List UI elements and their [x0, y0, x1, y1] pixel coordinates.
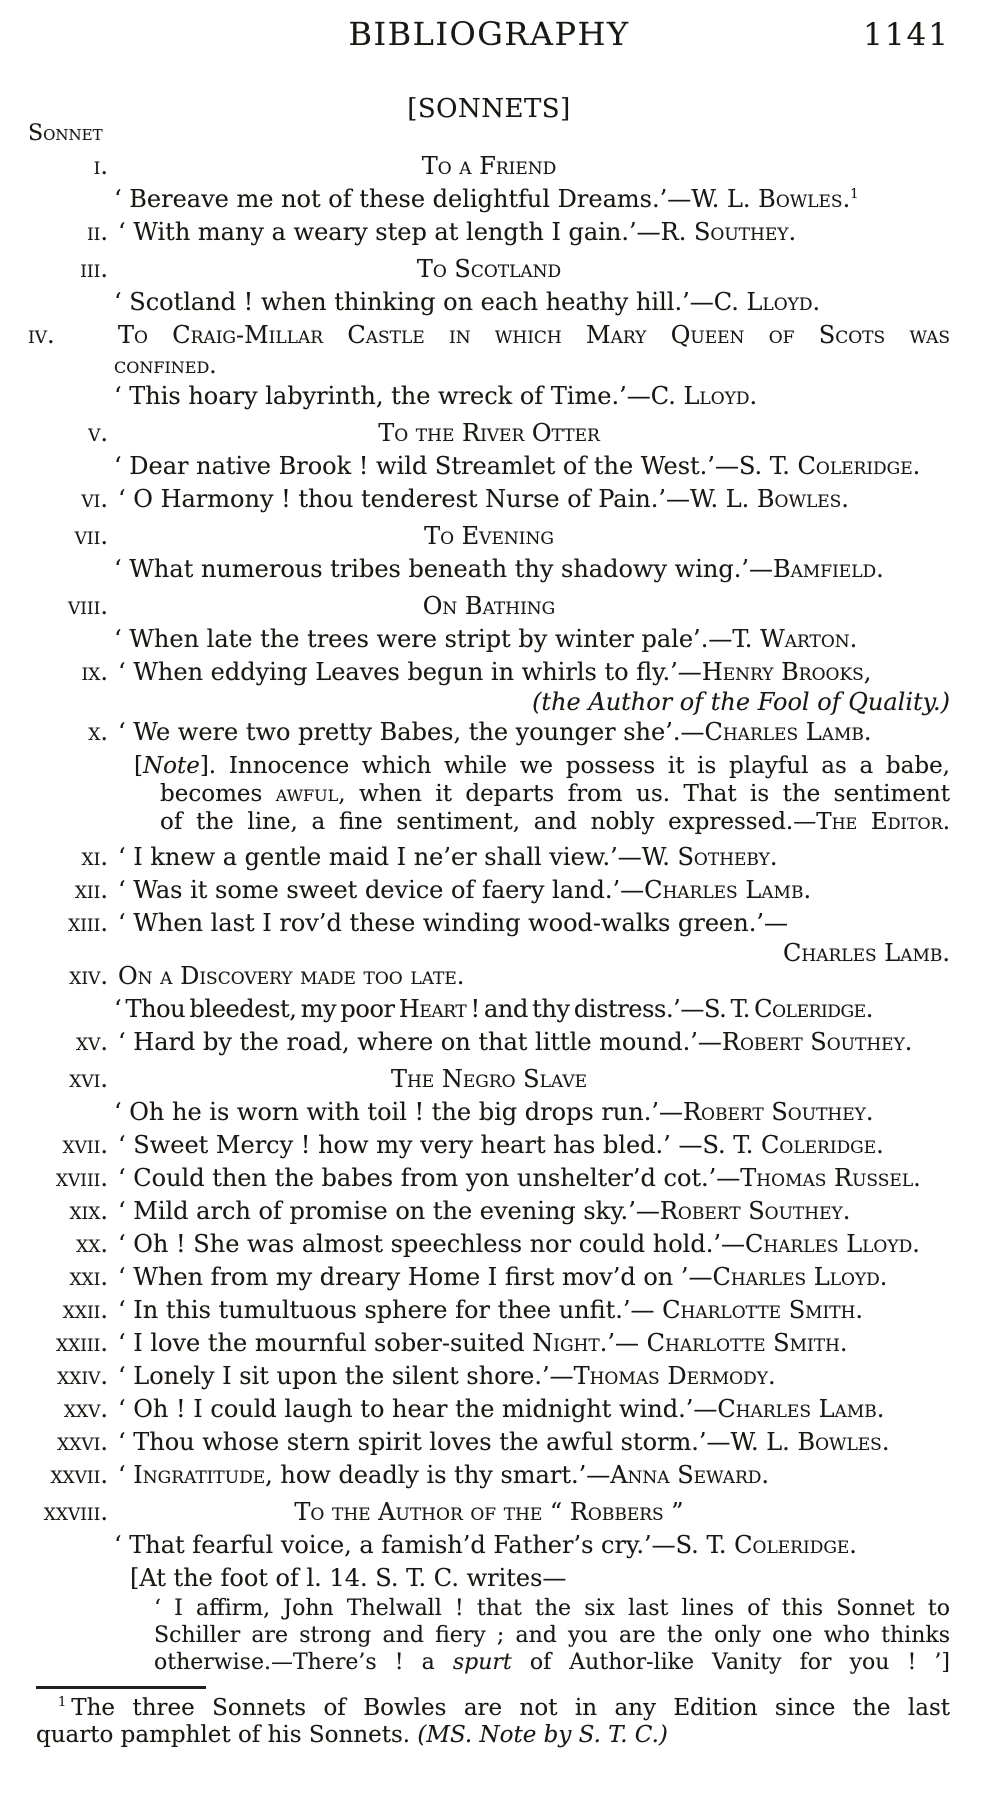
quotation-text: ‘ I affirm, John Thelwall ! that the six last lines of this Sonnet to	[154, 1596, 950, 1621]
sonnet-title: To Craig-Millar Castle in which Mary Queen of Scots was	[118, 321, 950, 349]
quote-text: ‘ What numerous tribes beneath thy shadowy wing.’—	[114, 555, 773, 583]
emphasized-word: Heart	[398, 995, 467, 1023]
ms-note: (MS. Note by S. T. C.)	[417, 1722, 668, 1748]
quotation-line	[28, 1595, 950, 1622]
author-name: Robert Southey.	[659, 1197, 851, 1225]
page-header	[28, 16, 950, 58]
emphasized-word: Night	[532, 1329, 600, 1357]
sonnet-number: v.	[88, 419, 108, 447]
author-name: Robert Southey.	[721, 1028, 913, 1056]
sonnet-number: xxii.	[62, 1296, 108, 1324]
sonnet-entry-i	[28, 150, 950, 183]
author-name: Charles Lamb.	[644, 876, 812, 904]
footnote-line	[36, 1722, 950, 1749]
sonnet-number: xiv.	[69, 962, 108, 990]
quote-text: ‘ Thou bleedest, my poor	[114, 995, 399, 1023]
sonnet-title: To the Author of the “ Robbers ”	[294, 1498, 684, 1526]
sonnet-entry-xxv	[28, 1393, 950, 1426]
sonnet-number: xx.	[76, 1230, 108, 1258]
quote-text: ‘ When from my dreary Home I first mov’d on ’—	[118, 1263, 713, 1291]
author-name: The Editor.	[816, 809, 950, 835]
editor-note-line	[28, 752, 950, 780]
sonnet-number: xvi.	[69, 1065, 108, 1093]
sonnet-number: xv.	[75, 1028, 108, 1056]
quote-text: ‘ I knew a gentle maid I ne’er shall view.’—	[118, 843, 642, 871]
sonnet-entry-vi	[28, 483, 950, 516]
sonnet-number: xxv.	[63, 1395, 108, 1423]
quote-text: ‘	[118, 1461, 134, 1489]
sonnet-entry-v	[28, 417, 950, 450]
editor-note-line	[28, 808, 950, 836]
page-number: 1141	[863, 17, 950, 53]
sonnet-entry-xxvii	[28, 1459, 950, 1492]
quote-text: , how deadly is thy smart.’—	[265, 1461, 611, 1489]
sonnet-entry-xii	[28, 874, 950, 907]
sonnet-entry-xix	[28, 1195, 950, 1228]
quote-text: ‘ Bereave me not of these delightful Dreams.’—	[114, 185, 692, 213]
quotation-text: otherwise.—There’s ! a	[154, 1650, 453, 1675]
author-name: S. T. Coleridge.	[738, 452, 921, 480]
sonnet-number: xiii.	[68, 909, 108, 937]
author-name: S. T. Coleridge.	[702, 1131, 884, 1159]
sonnet-entry-x	[28, 716, 950, 749]
sonnet-number: xxiv.	[57, 1362, 108, 1390]
sonnet-number: iv.	[28, 321, 55, 349]
quote-text: ‘ This hoary labyrinth, the wreck of Time.’—	[114, 382, 651, 410]
sonnet-number: x.	[88, 718, 108, 746]
sonnet-number: xxvi.	[57, 1428, 108, 1456]
sonnet-entry-xxviii	[28, 1496, 950, 1529]
author-name: Thomas Russel.	[740, 1164, 921, 1192]
sonnet-number: xii.	[74, 876, 108, 904]
sonnet-number: xxi.	[69, 1263, 108, 1291]
note-text: ]. Innocence which while we possess it is playful as a babe,	[199, 753, 950, 779]
sonnet-number: iii.	[80, 255, 108, 283]
quote-text: ‘ When last I rov’d these winding wood-walks green.’—	[118, 909, 788, 937]
quote-text: ‘ Hard by the road, where on that little mound.’—	[118, 1028, 722, 1056]
sonnet-entry-iii	[28, 253, 950, 286]
author-name: Henry Brooks,	[701, 658, 872, 686]
emphasized-word: Ingratitude	[133, 1461, 266, 1489]
quotation-line	[28, 1622, 950, 1649]
quote-text: ‘ That fearful voice, a famish’d Father’s cry.’—	[114, 1531, 676, 1559]
sonnet-title-continuation	[28, 352, 950, 380]
quote-text: ‘ Could then the babes from yon unshelter’d cot.’—	[118, 1164, 741, 1192]
sonnet-quote-line	[28, 286, 950, 319]
sonnet-quote-line	[28, 623, 950, 656]
sonnet-title: On Bathing	[422, 592, 556, 620]
sonnet-number: xviii.	[55, 1164, 108, 1192]
sonnet-quote-line	[28, 1529, 950, 1562]
quote-text: ‘ In this tumultuous sphere for thee unfit.’—	[118, 1296, 663, 1324]
author-name: Charles Lamb.	[717, 1395, 885, 1423]
sonnet-number: viii.	[67, 592, 108, 620]
author-name: W. L. Bowles.	[689, 485, 849, 513]
quote-text: ‘ Mild arch of promise on the evening sky.’—	[118, 1197, 660, 1225]
sonnet-entry-viii	[28, 590, 950, 623]
author-name: C. Lloyd.	[713, 288, 821, 316]
sonnet-number: xi.	[81, 843, 108, 871]
author-name: Bamfield.	[772, 555, 884, 583]
author-name: Charles Lloyd.	[712, 1263, 888, 1291]
quote-text: ‘ O Harmony ! thou tenderest Nurse of Pain.’—	[118, 485, 690, 513]
sonnet-title: The Negro Slave	[390, 1065, 588, 1093]
author-name: Charlotte Smith.	[646, 1329, 848, 1357]
quotation-text: Schiller are strong and fiery ; and you are the only one who thinks	[154, 1623, 950, 1648]
sonnet-number: ix.	[81, 658, 108, 686]
sonnet-entry-xv	[28, 1026, 950, 1059]
sonnet-entry-xvii	[28, 1129, 950, 1162]
author-name: Charles Lamb.	[704, 718, 872, 746]
sonnet-number: i.	[93, 152, 108, 180]
author-name: C. Lloyd.	[650, 382, 758, 410]
quote-text: ‘ Was it some sweet device of faery land.’—	[118, 876, 645, 904]
footnote-text: The three Sonnets of Bowles are not in any Edition since the last	[71, 1695, 950, 1721]
quote-text: ‘ Thou whose stern spirit loves the awful storm.’—	[118, 1428, 731, 1456]
quote-text: ‘ We were two pretty Babes, the younger she’.—	[118, 718, 705, 746]
editorial-text: [At the foot of l. 14. S. T. C. writes—	[130, 1564, 567, 1592]
quote-text: ‘ Dear native Brook ! wild Streamlet of the West.’—	[114, 452, 739, 480]
sonnet-entry-xxvi	[28, 1426, 950, 1459]
sonnet-title: To the River Otter	[378, 419, 600, 447]
sonnet-entry-xxiii	[28, 1327, 950, 1360]
sonnet-title: To Evening	[424, 522, 554, 550]
emphasized-word: spurt	[452, 1650, 512, 1675]
sonnet-entry-xiii	[28, 907, 950, 940]
author-name: T. Warton.	[732, 625, 858, 653]
sonnet-number: xix.	[69, 1197, 108, 1225]
quotation-text: of Author-like Vanity for you ! ’]	[511, 1650, 950, 1675]
sonnet-quote-line	[28, 993, 950, 1026]
author-name: W. Sotheby.	[641, 843, 778, 871]
author-attribution-line	[28, 689, 950, 716]
sonnet-number: vi.	[81, 485, 108, 513]
author-name: Charles Lamb.	[783, 939, 950, 967]
sonnet-quote-line	[28, 553, 950, 586]
quote-text: ‘ I love the mournful sober-suited	[118, 1329, 533, 1357]
quote-text: .’—	[599, 1329, 647, 1357]
quote-text: ‘ Sweet Mercy ! how my very heart has bled.’ —	[118, 1131, 703, 1159]
sonnet-number: vii.	[74, 522, 108, 550]
sonnet-quote-line	[28, 380, 950, 413]
sonnet-title: To Scotland	[416, 255, 562, 283]
editor-note-line	[28, 780, 950, 808]
quote-text: ‘ Oh ! I could laugh to hear the midnight wind.’—	[118, 1395, 718, 1423]
stc-quotation-block	[28, 1595, 950, 1676]
sonnet-entry-xxiv	[28, 1360, 950, 1393]
footnote-rule	[36, 1686, 206, 1689]
author-name: Charlotte Smith.	[662, 1296, 864, 1324]
sonnet-quote-line	[28, 183, 950, 216]
sonnet-entry-xxi	[28, 1261, 950, 1294]
quote-text: ‘ When eddying Leaves begun in whirls to fly.’—	[118, 658, 702, 686]
author-description: (the Author of the Fool of Quality.)	[532, 688, 950, 716]
note-text: becomes	[160, 781, 276, 807]
author-name: Charles Lloyd.	[744, 1230, 920, 1258]
note-label: Note	[142, 753, 200, 779]
sonnet-entry-ix	[28, 656, 950, 689]
author-name: Robert Southey.	[682, 1098, 874, 1126]
author-name: S. T. Coleridge.	[704, 995, 873, 1023]
bracket: [	[134, 753, 143, 779]
sonnet-title: confined.	[114, 353, 217, 379]
footnote-line	[36, 1695, 950, 1722]
editorial-bracket-line	[28, 1562, 950, 1595]
sonnet-entry-xx	[28, 1228, 950, 1261]
sonnet-entry-xvi	[28, 1063, 950, 1096]
sonnet-entry-iv	[28, 319, 950, 352]
quote-text: ‘ With many a weary step at length I gain.’—	[118, 218, 661, 246]
sonnet-column-label: Sonnet	[28, 121, 103, 146]
sonnet-entry-xxii	[28, 1294, 950, 1327]
author-name: R. Southey.	[660, 218, 797, 246]
note-text: of the line, a fine sentiment, and nobly expressed.—	[160, 809, 817, 835]
quote-text: ‘ Oh ! She was almost speechless nor could hold.’—	[118, 1230, 745, 1258]
quotation-line	[28, 1649, 950, 1676]
sonnet-entry-ii	[28, 216, 950, 249]
sonnet-number: ii.	[86, 218, 108, 246]
footnote-marker: 1	[850, 187, 859, 202]
running-title: BIBLIOGRAPHY	[348, 15, 630, 53]
emphasized-word: awful	[275, 781, 339, 807]
quote-text: ‘ Scotland ! when thinking on each heathy hill.’—	[114, 288, 714, 316]
quote-text: ‘ When late the trees were stript by winter pale’.—	[114, 625, 733, 653]
sonnet-quote-line	[28, 450, 950, 483]
section-title: [SONNETS]	[407, 94, 571, 124]
sonnet-number: xxvii.	[50, 1461, 108, 1489]
sonnet-entry-xi	[28, 841, 950, 874]
author-name: Anna Seward.	[610, 1461, 770, 1489]
sonnet-title: On a Discovery made too late.	[118, 962, 465, 990]
footnote-marker: 1	[58, 1695, 67, 1711]
footnote	[28, 1695, 950, 1749]
sonnet-number: xxviii.	[43, 1498, 108, 1526]
sonnet-entry-vii	[28, 520, 950, 553]
footnote-text: quarto pamphlet of his Sonnets.	[36, 1722, 418, 1748]
sonnet-title: To a Friend	[421, 152, 557, 180]
sonnet-number: xxiii.	[56, 1329, 108, 1357]
quote-text: ! and thy distress.’—	[466, 995, 704, 1023]
sonnet-entry-xviii	[28, 1162, 950, 1195]
author-name: S. T. Coleridge.	[675, 1531, 857, 1559]
note-text: , when it departs from us. That is the sentiment	[338, 781, 950, 807]
sonnet-entry-xiv	[28, 960, 950, 993]
author-name: W. L. Bowles.	[691, 185, 851, 213]
author-name: Thomas Dermody.	[573, 1362, 776, 1390]
quote-text: ‘ Oh he is worn with toil ! the big drops run.’—	[114, 1098, 683, 1126]
editor-note-block	[28, 752, 950, 836]
author-name: W. L. Bowles.	[730, 1428, 890, 1456]
sonnet-number: xvii.	[62, 1131, 108, 1159]
quote-text: ‘ Lonely I sit upon the silent shore.’—	[118, 1362, 574, 1390]
sonnet-quote-line	[28, 1096, 950, 1129]
